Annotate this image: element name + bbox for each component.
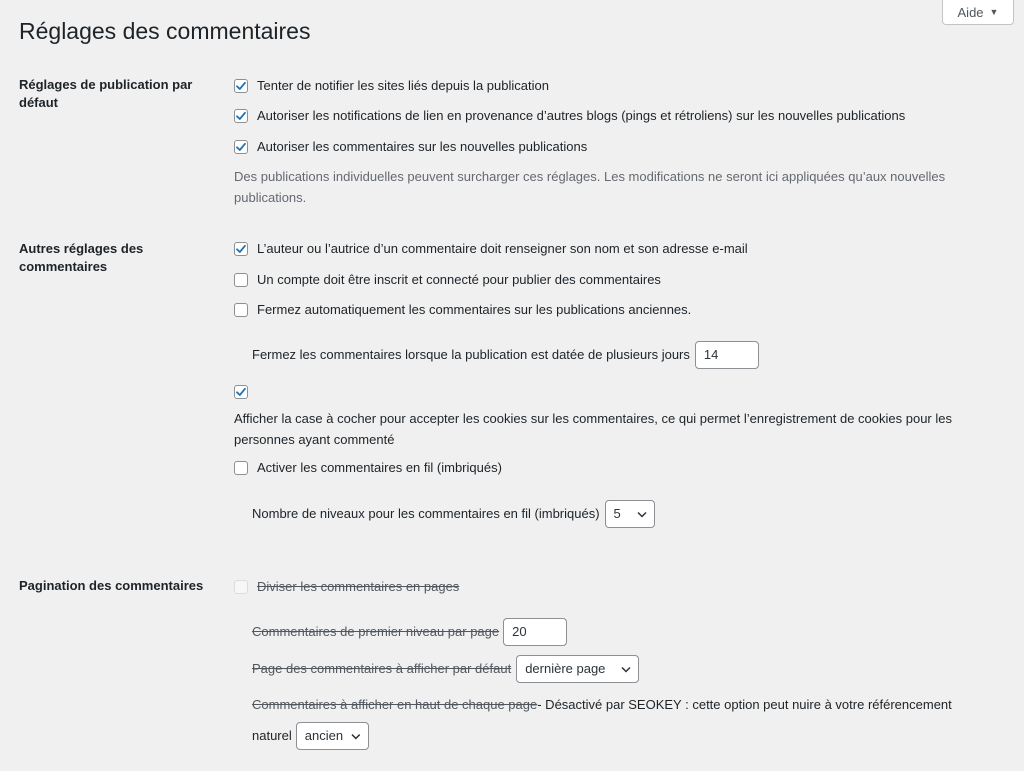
checkbox[interactable] [234,385,248,399]
option-label: Autoriser les commentaires sur les nouvelles publications [257,139,588,154]
option-label: Autoriser les notifications de lien en provenance d’autres blogs (pings et rétroliens) sur les nouvelles publications [257,108,906,123]
option-allow-pingbacks[interactable] [234,107,905,125]
option-label: Tenter de notifier les sites liés depuis la publication [257,78,549,93]
section-label-other: Autres réglages des commentaires [19,241,144,274]
top-comments-row [252,696,952,714]
seokey-note: - Désactivé par SEOKEY : cette option peut nuire à votre référencement [537,697,952,712]
checkmark-icon [235,80,247,92]
checkbox[interactable] [234,140,248,154]
checkmark-icon [235,243,247,255]
checkmark-icon [235,110,247,122]
option-require-name-email[interactable] [234,240,748,258]
section-label-default: Réglages de publication par défaut [19,77,193,110]
close-days-input[interactable]: 14 [695,341,759,369]
per-page-row [252,618,567,646]
option-threaded-comments[interactable] [234,459,502,477]
select-value: ancien [304,728,344,743]
select-value: dernière page [525,661,606,676]
checkbox[interactable] [234,79,248,93]
option-label: Fermez automatiquement les commentaires sur les publications anciennes. [257,302,692,317]
option-require-registration[interactable] [234,271,661,289]
checkmark-icon [235,386,247,398]
section-label-pagination: Pagination des commentaires [19,578,204,593]
thread-levels-row [252,500,655,528]
naturel-text: naturel [252,728,292,743]
default-page-row [252,655,639,683]
page-title: Réglages des commentaires [19,18,311,44]
chevron-down-icon [637,511,647,518]
checkbox[interactable] [234,242,248,256]
checkbox[interactable] [234,303,248,317]
option-label: Diviser les commentaires en pages [257,579,460,594]
option-auto-close-comments[interactable] [234,301,691,319]
select-value: 5 [613,506,621,521]
per-page-input[interactable]: 20 [503,618,567,646]
option-notify-linked-sites[interactable] [234,77,549,95]
checkbox[interactable] [234,580,248,594]
checkmark-icon [235,141,247,153]
top-comments-label: Commentaires à afficher en haut de chaque page [252,697,538,712]
option-cookies-checkbox[interactable] [234,385,257,399]
default-settings-description: Des publications individuelles peuvent surcharger ces réglages. Les modifications ne seront ici appliquées qu’aux nouvelles publications. [234,169,946,205]
default-page-select[interactable] [516,655,639,683]
help-button-label: Aide [957,4,984,20]
option-label: Activer les commentaires en fil (imbriqués) [257,460,502,475]
thread-levels-label: Nombre de niveaux pour les commentaires en fil (imbriqués) [252,506,600,521]
caret-down-icon: ▼ [989,7,999,17]
comment-order-select[interactable] [296,722,369,750]
cookies-option-label: Afficher la case à cocher pour accepter les cookies sur les commentaires, ce qui permet l’enregistrement de cookies pour les personnes ayant commenté [234,411,952,447]
chevron-down-icon [351,733,361,740]
chevron-down-icon [621,666,631,673]
option-split-pages[interactable] [234,578,459,596]
checkbox[interactable] [234,273,248,287]
order-row [252,722,369,750]
option-label: Un compte doit être inscrit et connecté pour publier des commentaires [257,272,661,287]
default-page-label: Page des commentaires à afficher par défaut [252,661,512,676]
option-label: L’auteur ou l’autrice d’un commentaire doit renseigner son nom et son adresse e-mail [257,241,748,256]
close-days-row [252,341,759,369]
checkbox[interactable] [234,461,248,475]
thread-levels-select[interactable] [605,500,655,528]
checkbox[interactable] [234,109,248,123]
close-days-label: Fermez les commentaires lorsque la publication est datée de plusieurs jours [252,347,690,362]
help-button[interactable] [942,0,1014,25]
option-allow-comments[interactable] [234,138,587,156]
per-page-label: Commentaires de premier niveau par page [252,624,500,639]
